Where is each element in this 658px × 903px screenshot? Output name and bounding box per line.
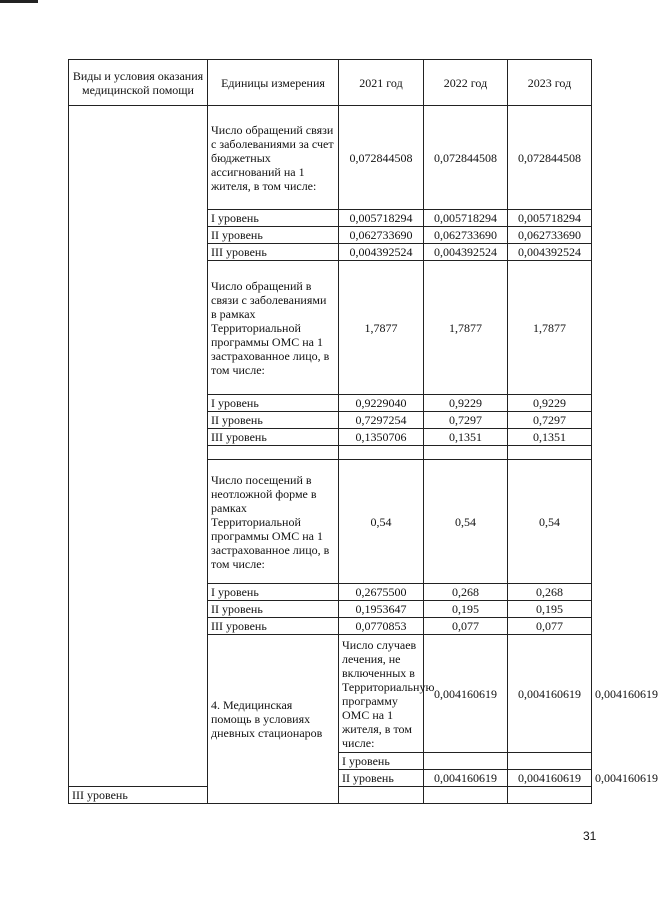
value-2021: 0,072844508 bbox=[339, 106, 424, 210]
header-2022: 2022 год bbox=[424, 60, 508, 106]
medical-care-volumes-table bbox=[68, 59, 658, 804]
unit-cell: III уровень bbox=[208, 429, 339, 446]
value-2021: 0,004160619 bbox=[424, 770, 508, 787]
value-2022: 0,004392524 bbox=[424, 244, 508, 261]
value-2021: 0,1953647 bbox=[339, 601, 424, 618]
unit-cell: I уровень bbox=[208, 584, 339, 601]
value-2021: 0,54 bbox=[339, 460, 424, 584]
care-type-cell: 4. Медицинская помощь в условиях дневных стационаров bbox=[208, 635, 339, 804]
value-2021-empty bbox=[339, 446, 424, 460]
value-2022: 0,005718294 bbox=[424, 210, 508, 227]
value-2022: 0,004160619 bbox=[508, 770, 592, 787]
page-number: 31 bbox=[583, 829, 597, 843]
value-2022: 0,268 bbox=[424, 584, 508, 601]
value-2023: 0,077 bbox=[508, 618, 592, 635]
table-row: II уровень 0,004160619 0,004160619 0,004160619 bbox=[69, 770, 592, 787]
value-2023: 0,195 bbox=[508, 601, 592, 618]
value-2022 bbox=[508, 753, 592, 770]
value-2021: 0,062733690 bbox=[339, 227, 424, 244]
value-2023: 0,9229 bbox=[508, 395, 592, 412]
unit-cell: III уровень bbox=[208, 618, 339, 635]
unit-cell: II уровень bbox=[339, 770, 424, 787]
value-2021: 0,004160619 bbox=[424, 635, 508, 753]
value-2022: 0,062733690 bbox=[424, 227, 508, 244]
value-2021: 0,0770853 bbox=[339, 618, 424, 635]
header-2021: 2021 год bbox=[339, 60, 424, 106]
value-2022-empty bbox=[424, 446, 508, 460]
value-2023: 0,268 bbox=[508, 584, 592, 601]
unit-cell-empty bbox=[208, 446, 339, 460]
value-2022: 0,004160619 bbox=[508, 635, 592, 753]
value-2023: 0,072844508 bbox=[508, 106, 592, 210]
unit-cell: III уровень bbox=[69, 787, 208, 804]
value-2021: 0,7297254 bbox=[339, 412, 424, 429]
unit-cell: I уровень bbox=[208, 395, 339, 412]
header-care-type: Виды и условия оказания медицинской помощи bbox=[69, 60, 208, 106]
unit-cell: Число обращений связи с заболеваниями за счет бюджетных ассигнований на 1 жителя, в том числе: bbox=[208, 106, 339, 210]
unit-cell: Число обращений в связи с заболеваниями в рамках Территориальной программы ОМС на 1 застрахованное лицо, в том числе: bbox=[208, 261, 339, 395]
value-2021: 0,9229040 bbox=[339, 395, 424, 412]
unit-cell: II уровень bbox=[208, 412, 339, 429]
value-2023: 0,062733690 bbox=[508, 227, 592, 244]
table-row: 4. Медицинская помощь в условиях дневных стационаров Число случаев лечения, не включенных в Территориальную программу ОМС на 1 жителя, в том числе: 0,004160619 0,004160619 0,004160619 bbox=[69, 635, 592, 753]
table-row bbox=[69, 106, 592, 210]
unit-cell: I уровень bbox=[208, 210, 339, 227]
care-type-cell-empty bbox=[69, 106, 208, 787]
header-unit: Единицы измерения bbox=[208, 60, 339, 106]
value-2021: 0,005718294 bbox=[339, 210, 424, 227]
value-2023: 0,7297 bbox=[508, 412, 592, 429]
value-2023 bbox=[508, 787, 592, 804]
value-2022: 0,54 bbox=[424, 460, 508, 584]
value-2023: 0,005718294 bbox=[508, 210, 592, 227]
value-2022: 0,072844508 bbox=[424, 106, 508, 210]
value-2022: 1,7877 bbox=[424, 261, 508, 395]
unit-cell: II уровень bbox=[208, 227, 339, 244]
header-2023: 2023 год bbox=[508, 60, 592, 106]
value-2023: 0,004392524 bbox=[508, 244, 592, 261]
value-2022: 0,9229 bbox=[424, 395, 508, 412]
value-2021: 0,1350706 bbox=[339, 429, 424, 446]
value-2023: 0,1351 bbox=[508, 429, 592, 446]
unit-cell: II уровень bbox=[208, 601, 339, 618]
value-2022: 0,077 bbox=[424, 618, 508, 635]
value-2022: 0,195 bbox=[424, 601, 508, 618]
table-header-row bbox=[69, 60, 592, 106]
scan-corner-mark bbox=[0, 0, 38, 3]
value-2023-empty bbox=[508, 446, 592, 460]
unit-cell: I уровень bbox=[339, 753, 424, 770]
value-2022: 0,1351 bbox=[424, 429, 508, 446]
value-2021: 0,004392524 bbox=[339, 244, 424, 261]
value-2021: 1,7877 bbox=[339, 261, 424, 395]
value-2021 bbox=[424, 753, 508, 770]
unit-cell: III уровень bbox=[208, 244, 339, 261]
value-2022: 0,7297 bbox=[424, 412, 508, 429]
value-2022 bbox=[424, 787, 508, 804]
value-2023: 0,54 bbox=[508, 460, 592, 584]
unit-cell: Число посещений в неотложной форме в рамках Территориальной программы ОМС на 1 застрахованное лицо, в том числе: bbox=[208, 460, 339, 584]
value-2021 bbox=[339, 787, 424, 804]
value-2021: 0,2675500 bbox=[339, 584, 424, 601]
unit-cell: Число случаев лечения, не включенных в Территориальную программу ОМС на 1 жителя, в том числе: bbox=[339, 635, 424, 753]
value-2023: 1,7877 bbox=[508, 261, 592, 395]
